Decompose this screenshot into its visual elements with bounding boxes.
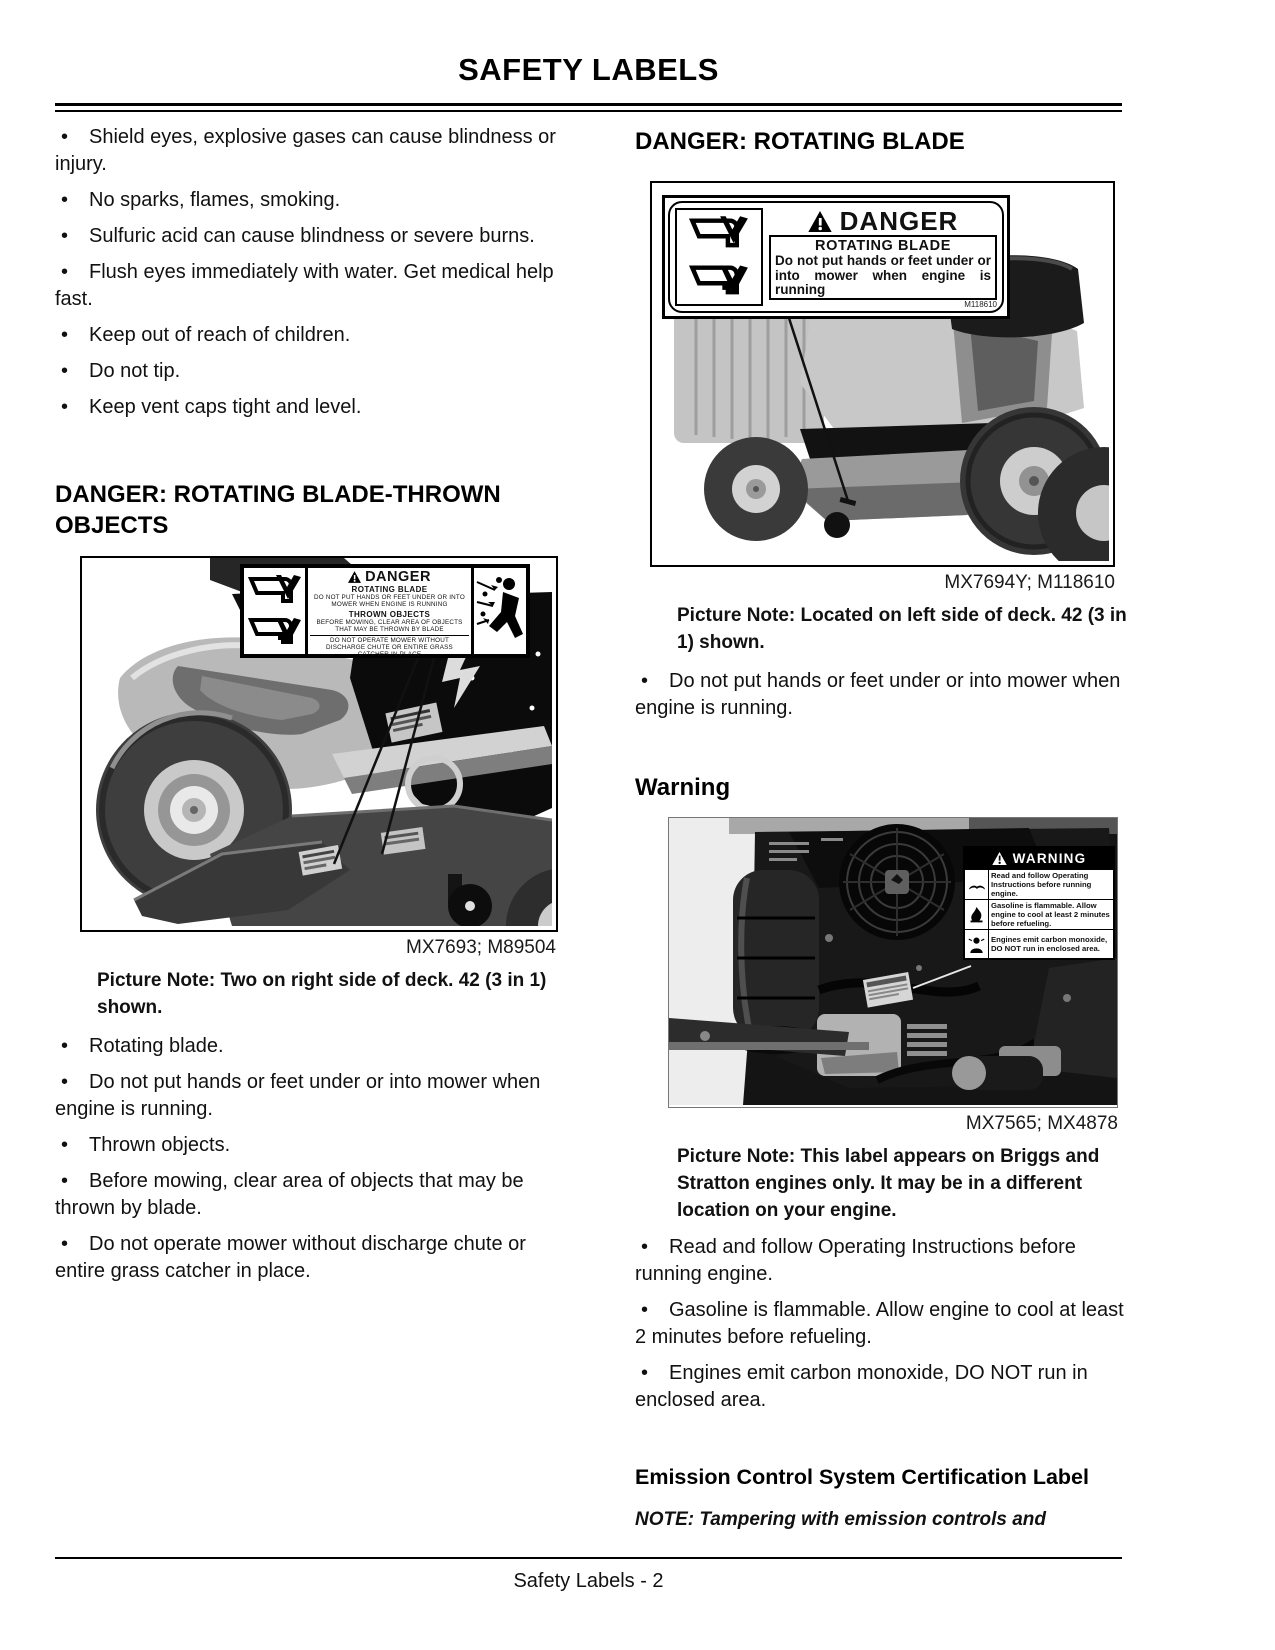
label-title-thrown-objects: THROWN OBJECTS: [348, 610, 431, 619]
footer-rule: [55, 1557, 1122, 1559]
label-body-discharge-chute: DO NOT OPERATE MOWER WITHOUT DISCHARGE CHUTE OR ENTIRE GRASS CATCHER IN PLACE: [310, 635, 469, 658]
mower-deck-foot-pictogram: [248, 614, 302, 650]
mower-deck-hand-pictogram: [683, 214, 755, 254]
danger-label-thrown-objects: [240, 564, 530, 658]
section-heading-warning: Warning: [635, 774, 731, 801]
left-column: [55, 118, 570, 1294]
bullet-marker: [635, 1297, 669, 1324]
list-item: •Sulfuric acid can cause blindness or severe burns.: [55, 223, 570, 250]
list-item: •Before mowing, clear area of objects that may be thrown by blade.: [55, 1168, 570, 1222]
warning-row: Read and follow Operating Instructions before running engine.: [965, 869, 1113, 899]
figure-rotating-blade: [650, 181, 1115, 567]
figure-caption: MX7694Y; M118610: [944, 572, 1115, 593]
danger-header: DANGER: [769, 208, 997, 234]
header-rule: [55, 103, 1122, 112]
danger-label-text-panel: [308, 568, 474, 658]
list-item: •Rotating blade.: [55, 1033, 570, 1060]
right-column: [635, 118, 1132, 1532]
warning-row: Engines emit carbon monoxide, DO NOT run in enclosed area.: [965, 929, 1113, 958]
thrown-objects-pictogram-panel: [474, 568, 526, 654]
bullet-marker: [55, 1132, 89, 1159]
bullet-marker: [55, 187, 89, 214]
section-heading-thrown-objects: DANGER: ROTATING BLADE-THROWN OBJECTS: [55, 481, 501, 539]
list-item: •Keep out of reach of children.: [55, 322, 570, 349]
bullet-marker: [55, 1033, 89, 1060]
bullet-marker: [635, 1360, 669, 1387]
label-part-number: M118610: [964, 299, 997, 309]
bullet-marker: [55, 1231, 89, 1258]
list-item: •Keep vent caps tight and level.: [55, 394, 570, 421]
label-title-rotating-blade: ROTATING BLADE: [351, 585, 428, 594]
list-item: •Flush eyes immediately with water. Get medical help fast.: [55, 259, 570, 313]
section-heading-rotating-blade: DANGER: ROTATING BLADE: [635, 128, 965, 155]
bullet-marker: [635, 668, 669, 695]
section-heading-emission-label: Emission Control System Certification Label: [635, 1465, 1089, 1489]
picture-note: Picture Note: Two on right side of deck. 42 (3 in 1) shown.: [97, 970, 547, 1018]
danger-label-text-panel: [769, 206, 997, 309]
figure-caption: MX7565; MX4878: [965, 1113, 1118, 1134]
mower-deck-pictogram-panel: [675, 208, 763, 306]
label-title-rotating-blade: ROTATING BLADE: [815, 238, 951, 254]
bullet-marker: [55, 124, 89, 151]
warning-label: [963, 846, 1115, 960]
list-item: •Do not put hands or feet under or into mower when engine is running.: [55, 1069, 570, 1123]
list-item: •No sparks, flames, smoking.: [55, 187, 570, 214]
note-tampering: NOTE: Tampering with emission controls and: [635, 1509, 1047, 1530]
thrown-objects-pictogram: [475, 572, 525, 650]
page-footer: Safety Labels - 2: [513, 1570, 664, 1592]
bullet-marker: [55, 1069, 89, 1096]
picture-note: Picture Note: Located on left side of deck. 42 (3 in 1) shown.: [677, 605, 1127, 653]
warning-row: Gasoline is flammable. Allow engine to cool at least 2 minutes before refueling.: [965, 899, 1113, 929]
list-item: •Thrown objects.: [55, 1132, 570, 1159]
page-title: SAFETY LABELS: [458, 52, 719, 87]
figure-caption: MX7693; M89504: [406, 937, 556, 958]
warning-triangle-icon: [348, 571, 361, 583]
mower-deck-foot-pictogram: [683, 261, 755, 301]
bullet-marker: [55, 358, 89, 385]
danger-label-body-box: [769, 235, 997, 300]
bullet-marker: [55, 1168, 89, 1195]
warning-triangle-icon: [992, 852, 1007, 865]
page-header: [55, 52, 1122, 88]
label-body: Do not put hands or feet under or into mower when engine is running: [775, 253, 991, 297]
flame-icon: [965, 900, 989, 929]
operator-manual-icon: [965, 870, 989, 899]
bullet-marker: [55, 259, 89, 286]
list-item: •Do not tip.: [55, 358, 570, 385]
list-item: •Do not put hands or feet under or into mower when engine is running.: [635, 668, 1132, 722]
bullet-marker: [55, 394, 89, 421]
list-item: •Gasoline is flammable. Allow engine to cool at least 2 minutes before refueling.: [635, 1297, 1132, 1351]
warning-header: WARNING: [965, 848, 1113, 869]
bullet-marker: [55, 223, 89, 250]
mower-deck-hand-pictogram: [248, 573, 302, 609]
danger-label-rotating-blade: [662, 195, 1010, 319]
list-item: •Read and follow Operating Instructions before running engine.: [635, 1234, 1132, 1288]
danger-header: DANGER: [348, 569, 431, 585]
picture-note: Picture Note: This label appears on Briggs and Stratton engines only. It may be in a different location on your engine.: [677, 1146, 1100, 1221]
warning-triangle-icon: [808, 211, 832, 232]
bullet-marker: [55, 322, 89, 349]
list-item: •Do not operate mower without discharge chute or entire grass catcher in place.: [55, 1231, 570, 1285]
list-item: •Engines emit carbon monoxide, DO NOT run in enclosed area.: [635, 1360, 1132, 1414]
mower-deck-pictogram-panel: [244, 568, 308, 654]
figure-engine-warning: [668, 817, 1118, 1108]
list-item: •Shield eyes, explosive gases can cause blindness or injury.: [55, 124, 570, 178]
danger-label-inner: [668, 201, 1004, 313]
label-body-rotating-blade: DO NOT PUT HANDS OR FEET UNDER OR INTO MOWER WHEN ENGINE IS RUNNING: [314, 594, 465, 608]
figure-thrown-objects: [80, 556, 558, 932]
bullet-marker: [635, 1234, 669, 1261]
carbon-monoxide-icon: [965, 930, 989, 958]
label-body-thrown-objects: BEFORE MOWING, CLEAR AREA OF OBJECTS THAT MAY BE THROWN BY BLADE: [316, 619, 463, 633]
